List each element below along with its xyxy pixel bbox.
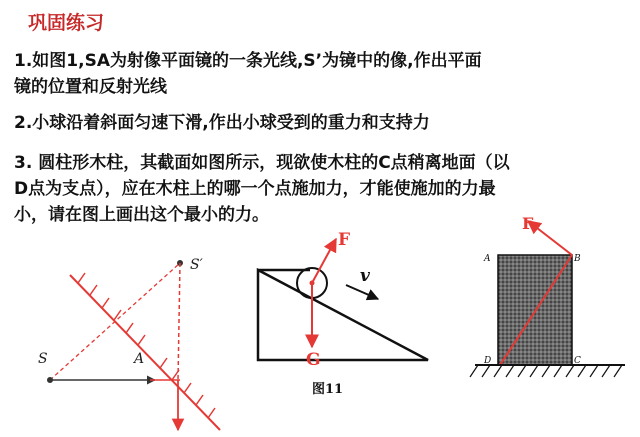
incline-triangle	[258, 270, 428, 360]
question-3-line-1: 3. 圆柱形木柱，其截面如图所示，现欲使木柱的C点稍离地面（以	[14, 153, 510, 173]
dashed-symmetry-line	[50, 263, 180, 380]
figure-2-caption: 图11	[312, 382, 344, 397]
ground-hatch	[470, 365, 622, 377]
question-3-line-2: D点为支点），应在木柱上的哪一个点施加力，才能使施加的力最	[14, 179, 496, 199]
figure-1-mirror-diagram	[30, 245, 240, 435]
label-f-applied: F	[522, 214, 534, 233]
label-d: D	[484, 356, 492, 366]
question-2	[14, 110, 430, 136]
question-1-line-2: 镜的位置和反射光线	[14, 77, 167, 97]
figure-2-incline-diagram	[250, 225, 435, 400]
question-1-line-1: 1.如图1,SA为射像平面镜的一条光线,S’为镜中的像,作出平面	[14, 51, 482, 71]
label-v: v	[360, 266, 370, 286]
question-1	[14, 48, 482, 100]
label-s-prime: S′	[190, 257, 203, 273]
label-b: B	[574, 254, 581, 264]
label-s: S	[38, 351, 48, 367]
applied-force-arrow	[528, 221, 572, 255]
label-g: G	[306, 350, 321, 370]
mirror-hatch	[78, 273, 215, 418]
velocity-arrow	[346, 285, 378, 299]
section-heading: 巩固练习	[28, 12, 105, 34]
label-a: A	[484, 254, 491, 264]
label-f-support: F	[338, 230, 351, 250]
mirror-line	[70, 275, 220, 430]
label-c: C	[574, 356, 581, 366]
label-a: A	[134, 351, 145, 367]
question-3	[14, 150, 510, 228]
question-3-line-3: 小，请在图上画出这个最小的力。	[14, 205, 269, 225]
figure-3-pillar-diagram	[470, 205, 630, 390]
support-force-arrow	[312, 239, 336, 283]
dashed-image-line	[178, 263, 180, 380]
source-point	[47, 377, 53, 383]
question-2-line-1: 2.小球沿着斜面匀速下滑,作出小球受到的重力和支持力	[14, 113, 430, 133]
